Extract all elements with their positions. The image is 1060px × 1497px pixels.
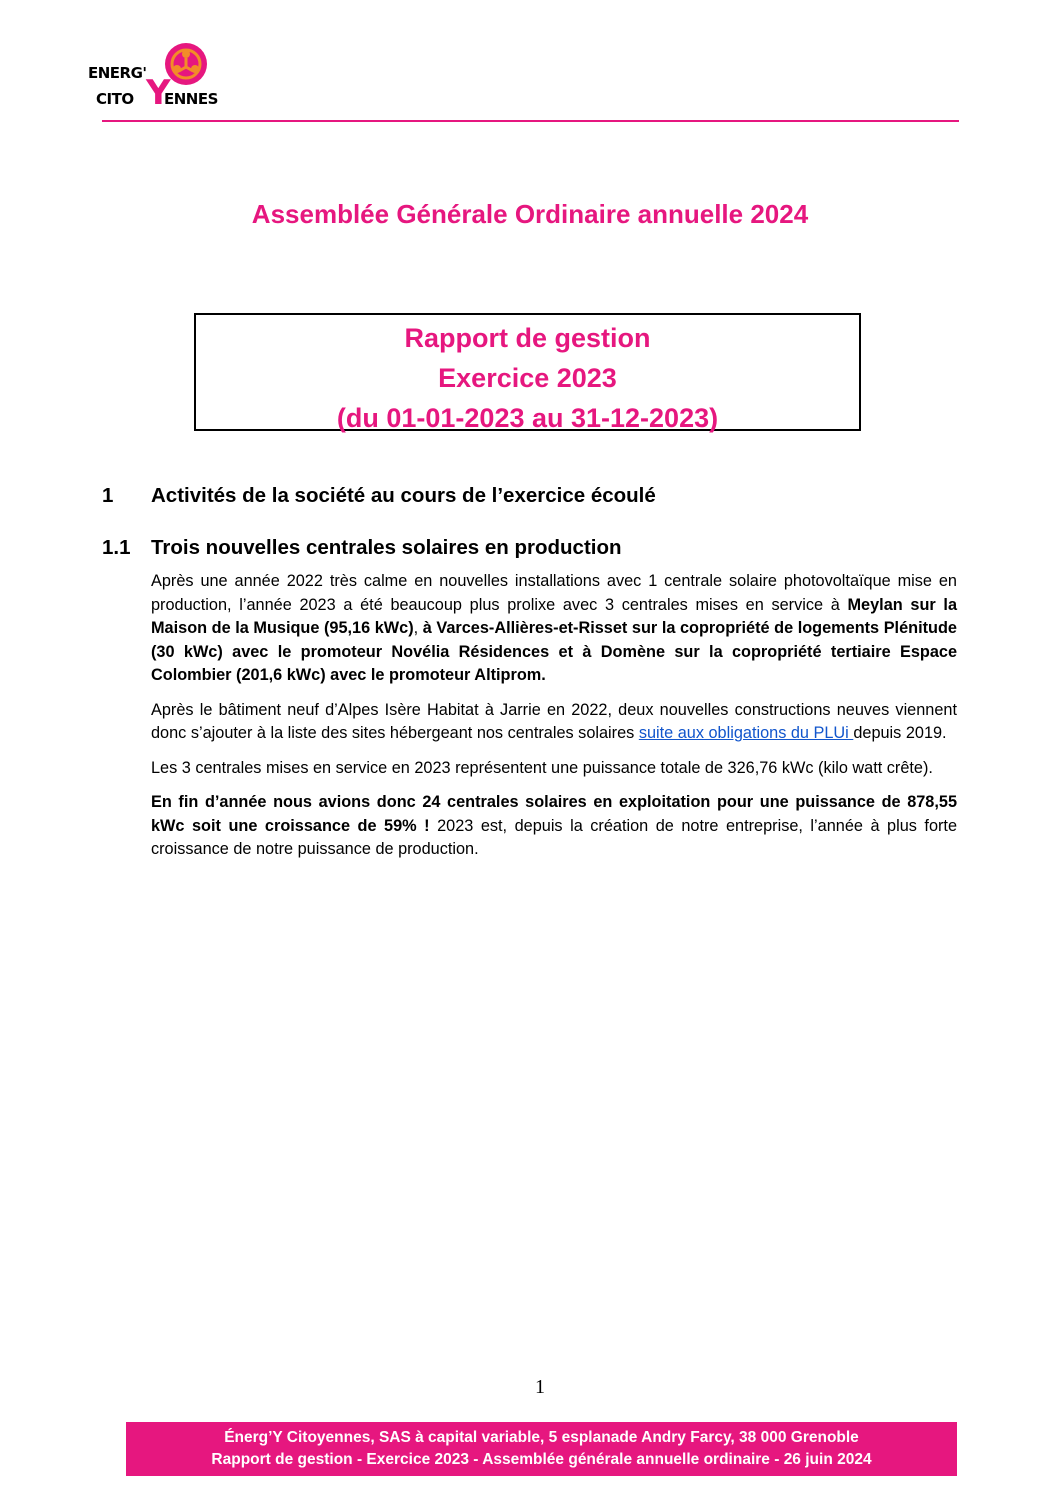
subsection-title: Trois nouvelles centrales solaires en production [151, 536, 622, 559]
report-exercise: Exercice 2023 [438, 363, 617, 393]
p1-bold-rest: à Varces-Allières-et-Risset sur la copropriété de logements Plénitude (30 kWc) avec le promoteur Novélia Résidences et à Domène sur la copropriété tertiaire Espace Colombier (201,6 kWc) avec le promoteur Altiprom. [151, 619, 957, 684]
p1-bold-meylan: Meylan sur la Maison de la Musique (95,16 kWc) [151, 595, 957, 637]
logo-text-line1: ENERG' [88, 64, 147, 82]
section-number: 1 [102, 484, 114, 507]
report-title: Rapport de gestion [404, 323, 651, 353]
p2-text: Après le bâtiment neuf d’Alpes Isère Habitat à Jarrie en 2022, deux nouvelles constructions neuves viennent donc s’ajouter à la liste des sites hébergeant nos centrales solaires [151, 700, 957, 742]
p4-rest: 2023 est, depuis la création de notre entreprise, l’année à plus forte croissance de notre puissance de production. [151, 816, 957, 858]
logo-text-line2b: ENNES [164, 90, 218, 108]
paragraph-2 [151, 699, 957, 746]
p1-intro: Après une année 2022 très calme en nouvelles installations avec 1 centrale solaire photovoltaïque mise en production, l’année 2023 a été beaucoup plus prolixe avec 3 centrales mises en service à [151, 572, 957, 614]
p2-end: depuis 2019. [853, 724, 947, 742]
section-heading-1 [102, 484, 656, 508]
logo-y-letter: Y [146, 73, 171, 113]
paragraph-4 [151, 791, 957, 862]
p4-bold: En fin d’année nous avions donc 24 centrales solaires en exploitation pour une puissance de 878,55 kWc soit une croissance de 59% ! [151, 793, 957, 835]
page-footer [126, 1422, 957, 1476]
logo-text-line2a: CITO [96, 90, 134, 108]
document-title: Assemblée Générale Ordinaire annuelle 2024 [251, 199, 809, 229]
paragraph-1 [151, 570, 957, 688]
plui-link[interactable]: suite aux obligations du PLUi [638, 724, 854, 742]
company-logo [88, 40, 218, 113]
report-period: (du 01-01-2023 au 31-12-2023) [336, 403, 719, 433]
section-title: Activités de la société au cours de l’exercice écoulé [151, 484, 656, 507]
header-divider [102, 120, 959, 122]
footer-line1: Énerg’Y Citoyennes, SAS à capital variable, 5 esplanade Andry Farcy, 38 000 Grenoble [224, 1429, 859, 1446]
report-title-box [194, 313, 861, 431]
page-number: 1 [535, 1376, 545, 1398]
section-heading-1-1 [102, 536, 622, 560]
paragraph-3: Les 3 centrales mises en service en 2023 représentent une puissance totale de 326,76 kWc (kilo watt crête). [151, 758, 933, 777]
section-body [151, 570, 957, 873]
p1-sep: , [413, 619, 423, 637]
footer-line2: Rapport de gestion - Exercice 2023 - Assemblée générale annuelle ordinaire - 26 juin 2024 [211, 1451, 872, 1468]
subsection-number: 1.1 [102, 536, 131, 559]
